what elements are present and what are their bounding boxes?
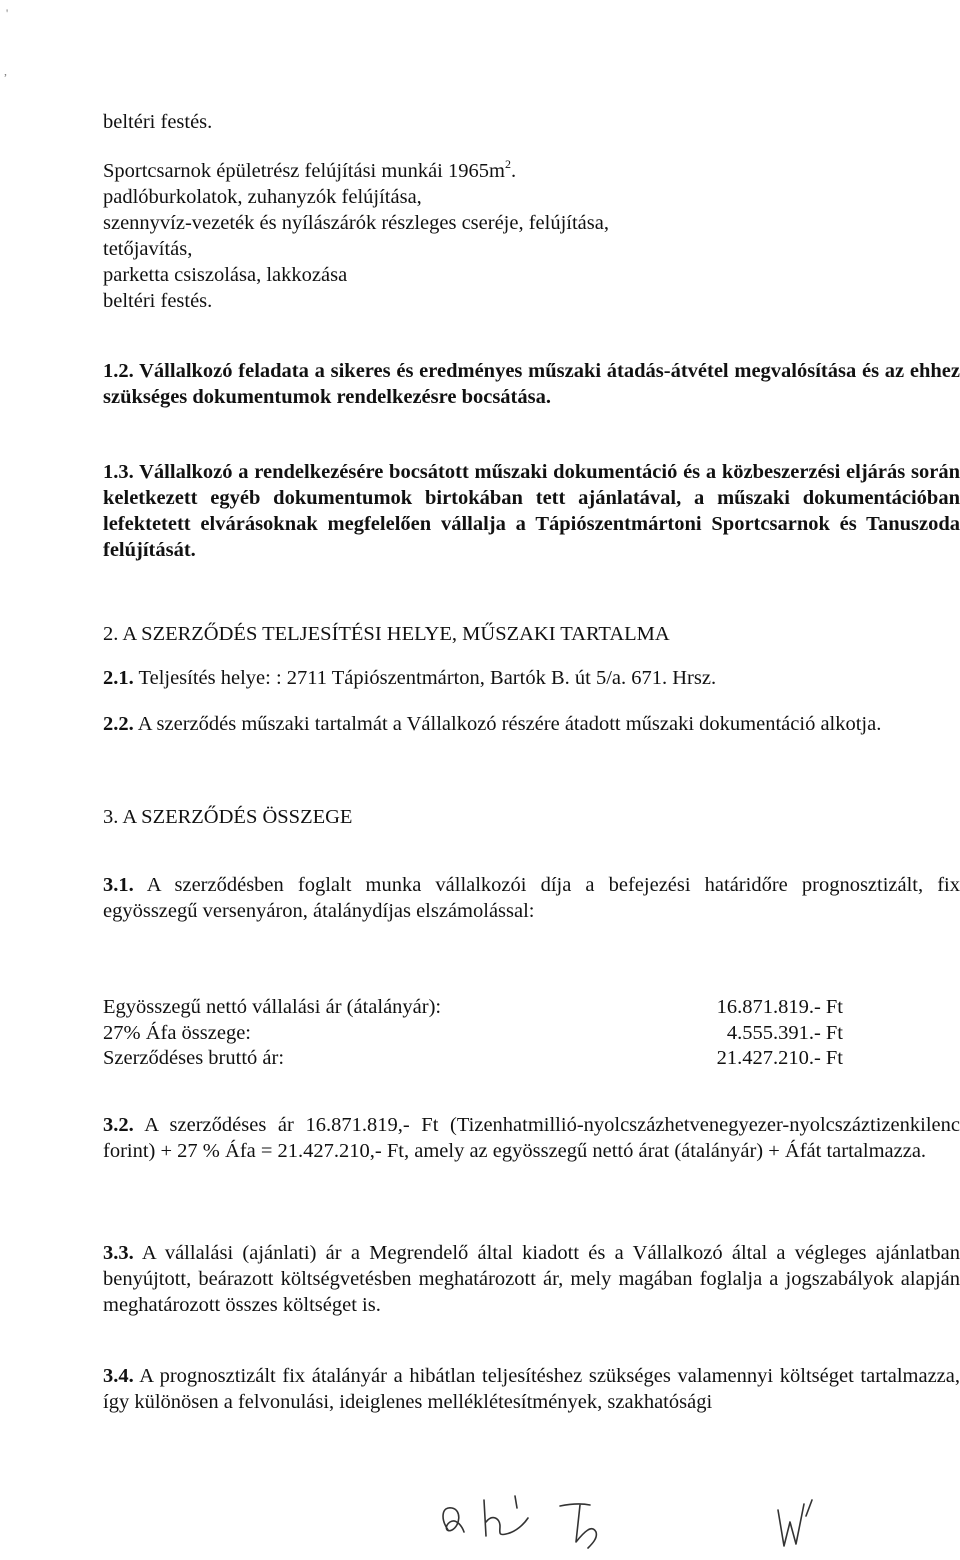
price-label: 27% Áfa összege: [103,1022,252,1044]
sport-item: szennyvíz-vezeték és nyílászárók részleges cseréje, felújítása, [103,212,609,234]
initial-mark [484,1500,528,1536]
sport-item: padlóburkolatok, zuhanyzók felújítása, [103,186,422,208]
price-row [103,1020,863,1046]
section-3-heading: 3. A SZERZŐDÉS ÖSSZEGE [103,806,353,828]
price-row [103,1045,863,1071]
price-label: Szerződéses bruttó ár: [103,1047,285,1069]
price-label: Egyösszegű nettó vállalási ár (átalányár): [103,996,442,1018]
scan-mark: ' [6,6,9,20]
sport-item: parketta csiszolása, lakkozása [103,264,348,286]
paragraph-2-1: 2.1. Teljesítés helye: : 2711 Tápiószentmárton, Bartók B. út 5/a. 671. Hrsz. [103,667,717,689]
paragraph-1-2: 1.2. Vállalkozó feladata a sikeres és eredményes műszaki átadás-átvétel megvalósítása és az ehhez szükséges dokumentumok rendelkezésre bocsátása. [103,360,960,408]
price-value: 16.871.819.- Ft [716,996,843,1018]
initial-mark [443,1508,464,1532]
initial-mark [515,1496,517,1508]
price-row [103,994,863,1020]
paragraph-3-3: 3.3. A vállalási (ajánlati) ár a Megrendelő által kiadott és a Vállalkozó által a végleges ajánlatban benyújtott, beárazott költségvetésben meghatározott ár, mely magában foglalja a jogszabályok alapján meghatározott összes költséget is. [103,1242,960,1316]
paragraph-2-2: 2.2. A szerződés műszaki tartalmát a Vállalkozó részére átadott műszaki dokumentáció alkotja. [103,713,882,735]
scan-mark: , [4,64,7,78]
sport-title: Sportcsarnok épületrész felújítási munkái $1965m^2$. [103,157,517,182]
section-2-heading: 2. A SZERZŐDÉS TELJESÍTÉSI HELYE, MŰSZAKI TARTALMA [103,623,670,645]
sport-item: beltéri festés. [103,290,213,312]
paragraph-1-3: 1.3. Vállalkozó a rendelkezésére bocsátott műszaki dokumentáció és a közbeszerzési eljárás során keletkezett egyéb dokumentumok birtokában tett ajánlatával, a műszaki dokumentációban lefektetett elvárásoknak megfelelően vállalja a Tápiószentmártoni Sportcsarnok és Tanuszoda felújítását. [103,461,960,561]
sport-block [103,158,960,314]
paragraph-3-4: 3.4. A prognosztizált fix átalányár a hibátlan teljesítéshez szükséges valamennyi költséget tartalmazza, így különösen a felvonulási, ideiglenes melléklétesítmények, szakhatósági [103,1365,960,1413]
sport-item: tetőjavítás, [103,238,193,260]
paragraph-3-1: 3.1. A szerződésben foglalt munka vállalkozói díja a befejezési határidőre prognosztizált, fix egyösszegű versenyáron, átalánydíjas elszámolással: [103,874,960,922]
paragraph-3-2: 3.2. A szerződéses ár 16.871.819,- Ft (Tizenhatmillió-nyolcszázhetvenegyezer-nyolcszáztizenkilenc forint) + 27 % Áfa = 21.427.210,- Ft, amely az egyösszegű nettó árat (átalányár) + Áfát tartalmazza. [103,1114,960,1162]
initial-mark [560,1504,596,1548]
price-value: 21.427.210.- Ft [716,1047,843,1069]
intro-line: beltéri festés. [103,111,213,133]
handwritten-initials [0,1460,960,1560]
initial-mark [778,1500,812,1546]
price-value: 4.555.391.- Ft [726,1022,843,1044]
